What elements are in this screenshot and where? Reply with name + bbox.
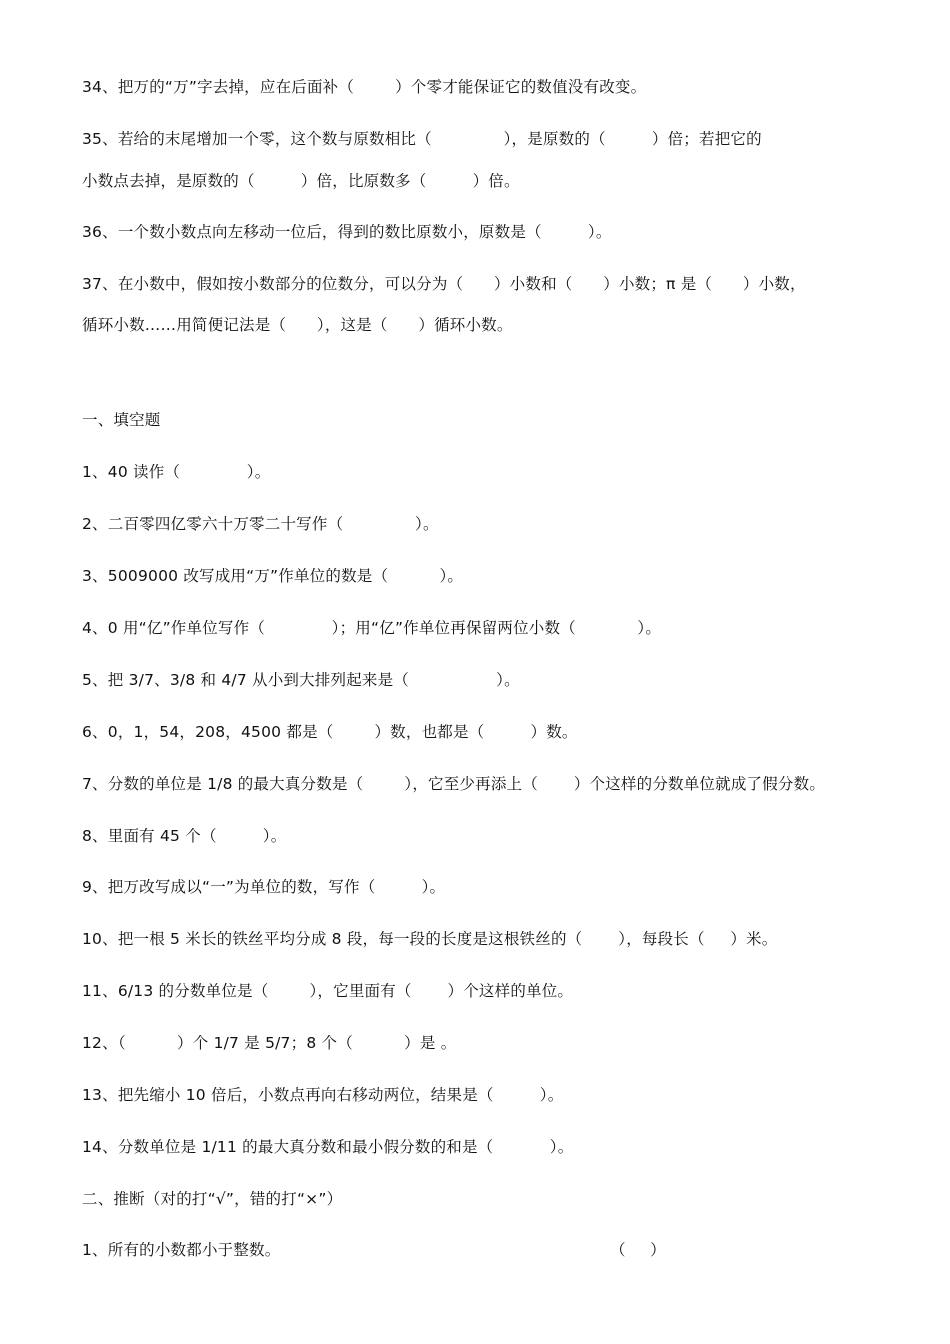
fill-blank-q5: 5、把 3/7、3/8 和 4/7 从小到大排列起来是（ ）。 (82, 671, 520, 689)
question-37-text-line2: 循环小数……用简便记法是（ ），这是（ ）循环小数。 (82, 316, 513, 334)
question-35-text-line1: 35、若给的末尾增加一个零，这个数与原数相比（ ），是原数的（ ）倍；若把它的 (82, 130, 762, 148)
fill-blank-q11: 11、6/13 的分数单位是（ ），它里面有（ ）个这样的单位。 (82, 982, 574, 1000)
fill-blank-q9: 9、把万改写成以“一”为单位的数，写作（ ）。 (82, 878, 446, 896)
fill-blank-q4: 4、0 用“亿”作单位写作（ ）；用“亿”作单位再保留两位小数（ ）。 (82, 619, 662, 637)
question-37-text-line1: 37、在小数中，假如按小数部分的位数分，可以分为（ ）小数和（ ）小数；π 是（ ）小数， (82, 275, 806, 293)
section-judgement-heading: 二、推断（对的打“√”，错的打“×”） (82, 1190, 343, 1208)
fill-blank-q14: 14、分数单位是 1/11 的最大真分数和最小假分数的和是（ ）。 (82, 1138, 574, 1156)
fill-blank-q13: 13、把先缩小 10 倍后，小数点再向右移动两位，结果是（ ）。 (82, 1086, 564, 1104)
fill-blank-q10: 10、把一根 5 米长的铁丝平均分成 8 段，每一段的长度是这根铁丝的（ ），每段长（ ）米。 (82, 930, 778, 948)
question-34-text: 34、把万的“万”字去掉，应在后面补（ ）个零才能保证它的数值没有改变。 (82, 78, 647, 96)
fill-blank-q6: 6、0，1，54，208，4500 都是（ ）数，也都是（ ）数。 (82, 723, 578, 741)
question-35-text-line2: 小数点去掉，是原数的（ ）倍，比原数多（ ）倍。 (82, 172, 520, 190)
question-36-text: 36、一个数小数点向左移动一位后，得到的数比原数小，原数是（ ）。 (82, 223, 612, 241)
section-fill-blank-heading: 一、填空题 (82, 411, 161, 429)
judgement-q1-answer-paren: （ ） (610, 1241, 666, 1259)
fill-blank-q1: 1、40 读作（ ）。 (82, 463, 271, 481)
fill-blank-q8: 8、里面有 45 个（ ）。 (82, 827, 287, 845)
fill-blank-q7: 7、分数的单位是 1/8 的最大真分数是（ ），它至少再添上（ ）个这样的分数单位就成了假分数。 (82, 775, 826, 793)
fill-blank-q12: 12、（ ）个 1/7 是 5/7；8 个（ ）是 。 (82, 1034, 457, 1052)
judgement-q1: 1、所有的小数都小于整数。 (82, 1241, 281, 1259)
fill-blank-q3: 3、5009000 改写成用“万”作单位的数是（ ）。 (82, 567, 464, 585)
fill-blank-q2: 2、二百零四亿零六十万零二十写作（ ）。 (82, 515, 439, 533)
